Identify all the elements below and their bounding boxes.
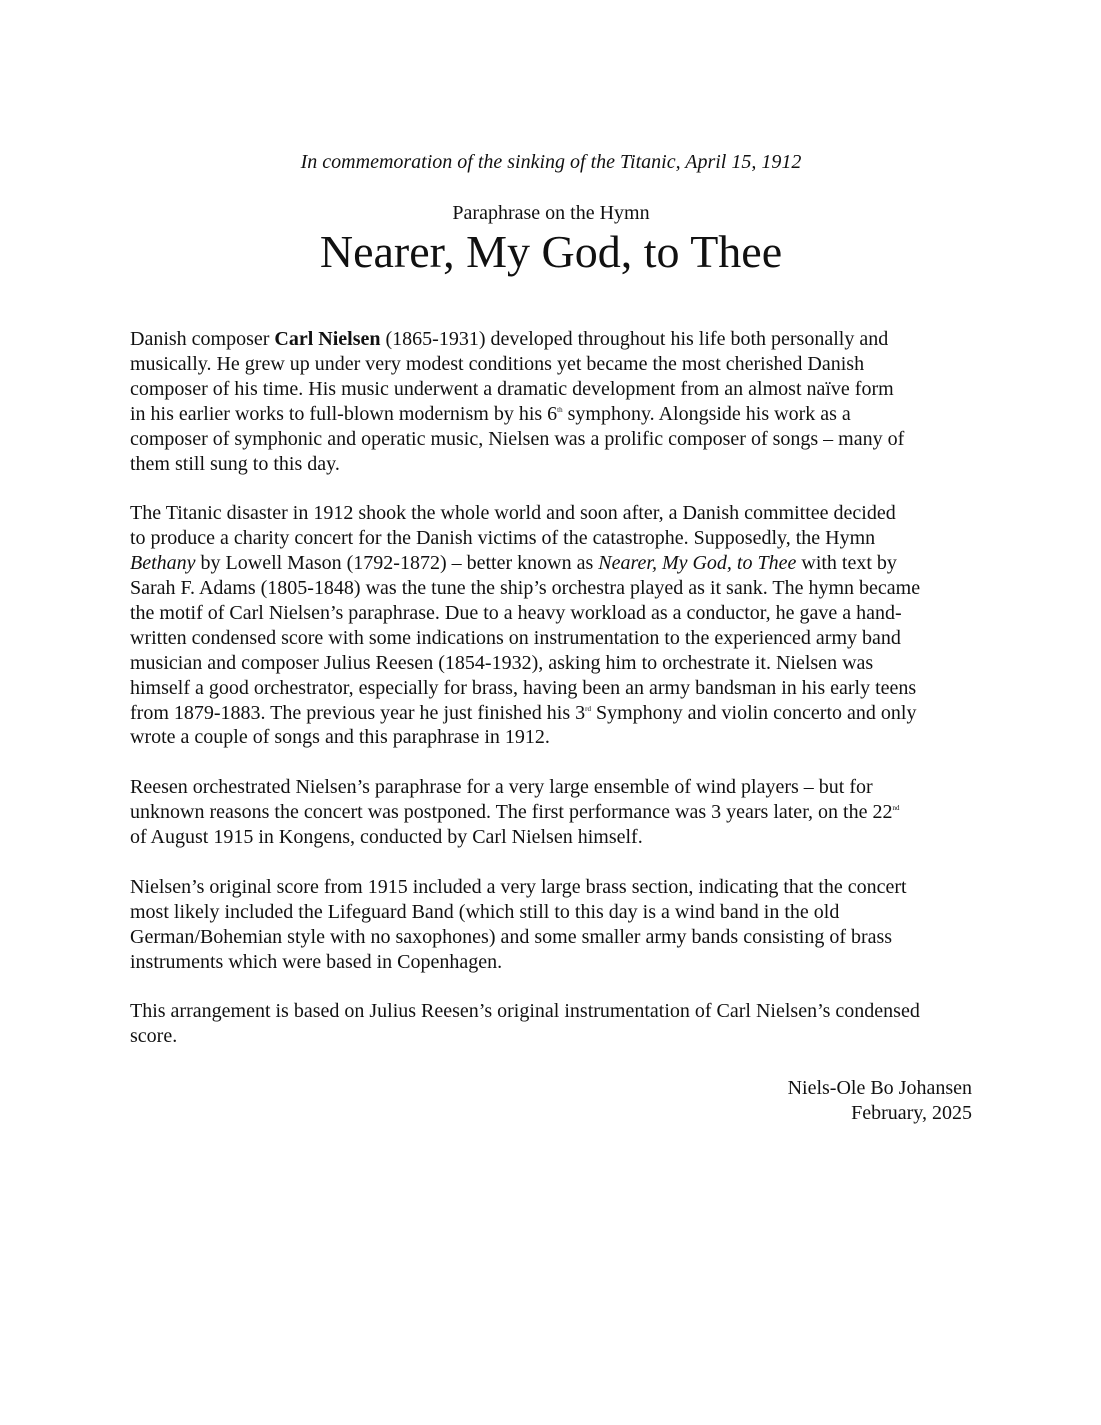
text-line: Bethany by Lowell Mason (1792-1872) – better known as Nearer, My God, to Thee with text by [130, 552, 897, 575]
composer-name: Carl Nielsen [274, 328, 381, 350]
text-line: Nielsen’s original score from 1915 included a very large brass section, indicating that the concert [130, 875, 907, 898]
text-line: in his earlier works to full-blown modernism by his 6th symphony. Alongside his work as a [130, 402, 851, 425]
text-line: musically. He grew up under very modest conditions yet became the most cherished Danish [130, 352, 865, 375]
text-line: them still sung to this day. [130, 452, 340, 475]
text-line: of August 1915 in Kongens, conducted by Carl Nielsen himself. [130, 826, 643, 849]
text-line: unknown reasons the concert was postponed. The first performance was 3 years later, on the 22nd [130, 801, 900, 824]
signature-block [130, 1076, 972, 1126]
text-line: himself a good orchestrator, especially for brass, having been an army bandsman in his early teens [130, 676, 917, 699]
dedication-line: In commemoration of the sinking of the Titanic, April 15, 1912 [300, 151, 802, 173]
text-line: from 1879-1883. The previous year he just finished his 3rd Symphony and violin concerto and only [130, 701, 917, 724]
text-line: Danish composer Carl Nielsen (1865-1931) developed throughout his life both personally and [130, 328, 889, 350]
text-line: written condensed score with some indications on instrumentation to the experienced army band [130, 626, 901, 649]
paragraph-arrangement [130, 999, 972, 1049]
ordinal-superscript: nd [892, 804, 900, 813]
page-title: Nearer, My God, to Thee [319, 226, 783, 277]
text-line: instruments which were based in Copenhagen. [130, 950, 503, 973]
paragraph-premiere [130, 775, 972, 850]
paragraph-score [130, 875, 972, 975]
paragraph-titanic [130, 501, 972, 750]
text-line: composer of symphonic and operatic music, Nielsen was a prolific composer of songs – many of [130, 427, 905, 450]
subtitle: Paraphrase on the Hymn [452, 202, 650, 224]
text-line: This arrangement is based on Julius Reesen’s original instrumentation of Carl Nielsen’s condensed [130, 1000, 920, 1023]
text-line: to produce a charity concert for the Danish victims of the catastrophe. Supposedly, the Hymn [130, 527, 876, 550]
text-line: composer of his time. His music underwent a dramatic development from an almost naïve form [130, 377, 894, 400]
text-line: Reesen orchestrated Nielsen’s paraphrase for a very large ensemble of wind players – but for [130, 776, 873, 799]
text-line: score. [130, 1025, 178, 1048]
text-line: the motif of Carl Nielsen’s paraphrase. Due to a heavy workload as a conductor, he gave a hand- [130, 601, 902, 624]
signature-date: February, 2025 [851, 1102, 972, 1124]
text-line: The Titanic disaster in 1912 shook the whole world and soon after, a Danish committee decided [130, 502, 896, 525]
text-line: musician and composer Julius Reesen (1854-1932), asking him to orchestrate it. Nielsen was [130, 651, 874, 674]
body-text [130, 327, 972, 1074]
hymn-title-nearer: Nearer, My God, to Thee [598, 552, 797, 575]
text-line: most likely included the Lifeguard Band (which still to this day is a wind band in the old [130, 900, 840, 923]
text-line: German/Bohemian style with no saxophones) and some smaller army bands consisting of brass [130, 925, 893, 948]
text-line: Sarah F. Adams (1805-1848) was the tune the ship’s orchestra played as it sank. The hymn became [130, 577, 921, 600]
ordinal-superscript: th [557, 405, 563, 414]
author-name: Niels-Ole Bo Johansen [787, 1077, 972, 1099]
text-line: wrote a couple of songs and this paraphrase in 1912. [130, 726, 550, 749]
paragraph-biography [130, 327, 972, 476]
ordinal-superscript: rd [585, 704, 591, 713]
hymn-title-bethany: Bethany [130, 552, 196, 575]
